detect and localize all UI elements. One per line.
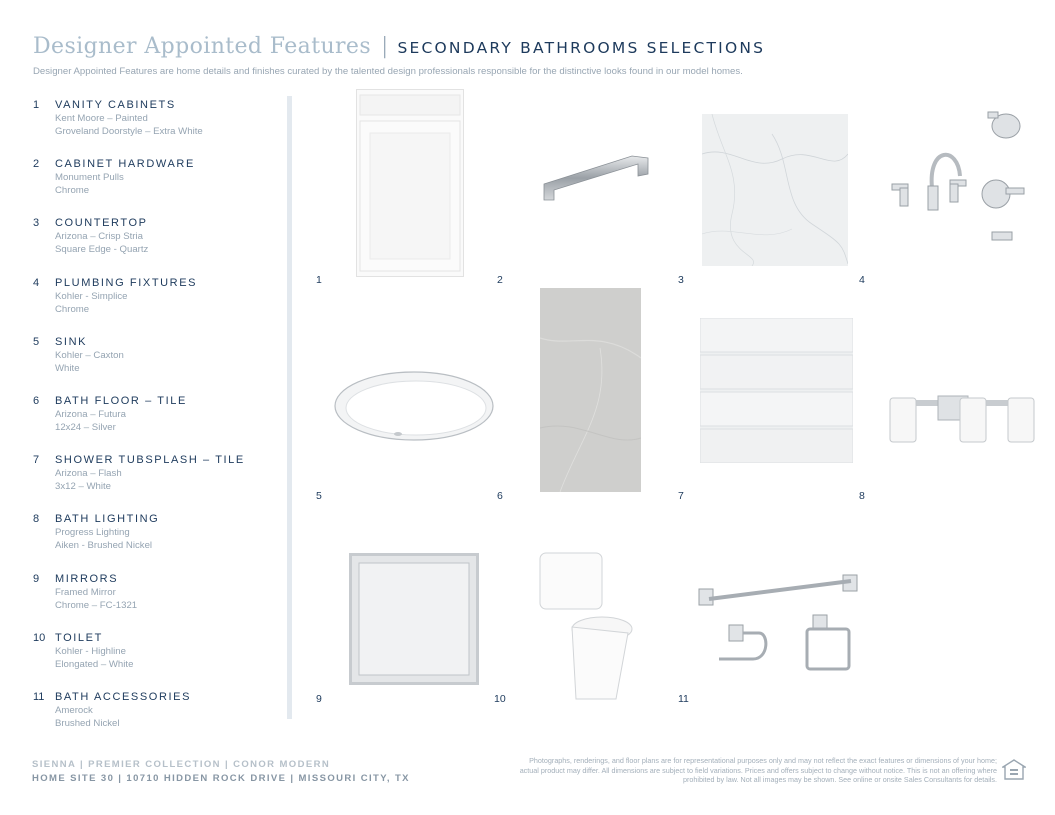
selection-title: CABINET HARDWARE — [55, 158, 195, 171]
selection-item-bath-accessories — [33, 691, 283, 750]
selection-detail: Amerock — [55, 704, 93, 716]
cabinet-pull-image — [540, 152, 652, 202]
selection-detail: Chrome – FC-1321 — [55, 599, 138, 611]
selection-title: BATH LIGHTING — [55, 513, 160, 526]
selection-detail: Groveland Doorstyle – Extra White — [55, 126, 203, 137]
footer-address-line: HOME SITE 30 | 10710 HIDDEN ROCK DRIVE | MISSOURI CITY, TX — [32, 773, 410, 784]
selection-item-bath-lighting — [33, 513, 283, 572]
selection-detail: Kohler - Highline — [55, 645, 126, 657]
selection-title: SHOWER TUBSPLASH – TILE — [55, 454, 245, 467]
selection-detail: 3x12 – White — [55, 481, 111, 493]
selection-title: VANITY CABINETS — [55, 99, 176, 111]
selection-detail: Monument Pulls — [55, 172, 124, 184]
selection-number: 4 — [33, 276, 40, 289]
selection-number: 6 — [33, 394, 40, 407]
selection-detail: Kent Moore – Painted — [55, 113, 148, 124]
disclaimer-text: Photographs, renderings, and floor plans are for representational purposes only and may not reflect the exact features or dimensions of your home; actual product may differ. All dimensions are subject to field variations. Prices and offers subject to change without notice. This is not an offering where prohibited by law. Not all images may be shown. See online or onsite Sales Consultants for details. — [519, 756, 997, 785]
image-label: 10 — [494, 693, 506, 705]
image-label: 9 — [316, 693, 322, 705]
page-subtitle: SECONDARY BATHROOMS SELECTIONS — [397, 39, 766, 57]
selection-detail: Arizona – Crisp Stria — [55, 231, 143, 243]
selection-detail: Progress Lighting — [55, 527, 130, 539]
image-label: 1 — [316, 274, 322, 286]
selection-title: COUNTERTOP — [55, 217, 148, 230]
selection-title: BATH FLOOR – TILE — [55, 394, 187, 407]
mirror-image — [349, 553, 479, 685]
selection-number: 3 — [33, 217, 40, 230]
selection-item-countertop — [33, 217, 283, 276]
selection-number: 5 — [33, 335, 40, 348]
selection-number: 8 — [33, 513, 40, 526]
selection-item-vanity-cabinets — [33, 99, 283, 158]
selection-item-mirrors — [33, 573, 283, 632]
vanity-cabinet-door-image — [356, 89, 464, 277]
image-label: 3 — [678, 274, 684, 286]
image-label: 7 — [678, 490, 684, 502]
selection-number: 2 — [33, 158, 40, 171]
bath-lighting-image — [888, 392, 1036, 444]
tubsplash-tile-image — [700, 318, 853, 463]
selection-item-shower-tubsplash-tile — [33, 454, 283, 513]
image-label: 8 — [859, 490, 865, 502]
selection-detail: Kohler - Simplice — [55, 290, 128, 302]
page-title: Designer Appointed Features — [33, 34, 372, 59]
image-label: 11 — [678, 693, 689, 705]
header-separator: | — [381, 34, 389, 59]
bath-accessories-image — [697, 573, 861, 673]
countertop-quartz-image — [702, 114, 848, 266]
selection-number: 9 — [33, 572, 40, 585]
selection-item-toilet — [33, 632, 283, 691]
sink-image — [334, 370, 494, 442]
page-header — [33, 34, 765, 59]
plumbing-fixtures-image — [888, 106, 1036, 252]
selection-item-cabinet-hardware — [33, 158, 283, 217]
selection-list — [33, 99, 283, 750]
divider-bar — [287, 96, 292, 719]
equal-housing-icon — [1002, 759, 1026, 781]
selection-detail: Arizona – Flash — [55, 468, 122, 480]
selection-detail: Square Edge - Quartz — [55, 244, 149, 256]
selection-item-sink — [33, 336, 283, 395]
selection-number: 7 — [33, 454, 40, 467]
selection-number: 1 — [33, 99, 40, 111]
selection-detail: Elongated – White — [55, 658, 134, 670]
selection-detail: Chrome — [55, 185, 90, 197]
selection-title: PLUMBING FIXTURES — [55, 276, 198, 289]
selection-detail: Chrome — [55, 303, 90, 315]
selection-title: BATH ACCESSORIES — [55, 690, 192, 703]
selection-title: SINK — [55, 335, 88, 348]
image-label: 2 — [497, 274, 503, 286]
selection-detail: White — [55, 362, 80, 374]
selection-detail: Framed Mirror — [55, 586, 116, 598]
selection-item-bath-floor-tile — [33, 395, 283, 454]
selection-detail: Aiken - Brushed Nickel — [55, 540, 153, 552]
intro-text: Designer Appointed Features are home details and finishes curated by the talented design professionals responsible for the distinctive looks found in our model homes. — [33, 66, 743, 77]
selection-detail: 12x24 – Silver — [55, 421, 116, 433]
image-label: 5 — [316, 490, 322, 502]
selection-title: MIRRORS — [55, 572, 119, 585]
selection-number: 11 — [33, 690, 45, 703]
image-label: 4 — [859, 274, 865, 286]
toilet-image — [536, 549, 636, 707]
selection-detail: Arizona – Futura — [55, 408, 126, 420]
selection-detail: Kohler – Caxton — [55, 349, 124, 361]
selection-item-plumbing-fixtures — [33, 277, 283, 336]
floor-tile-image — [540, 288, 641, 492]
footer-collection-line: SIENNA | PREMIER COLLECTION | CONOR MODERN — [32, 759, 331, 770]
image-label: 6 — [497, 490, 503, 502]
selection-number: 10 — [33, 631, 46, 644]
selection-detail: Brushed Nickel — [55, 717, 120, 729]
selection-title: TOILET — [55, 631, 103, 644]
